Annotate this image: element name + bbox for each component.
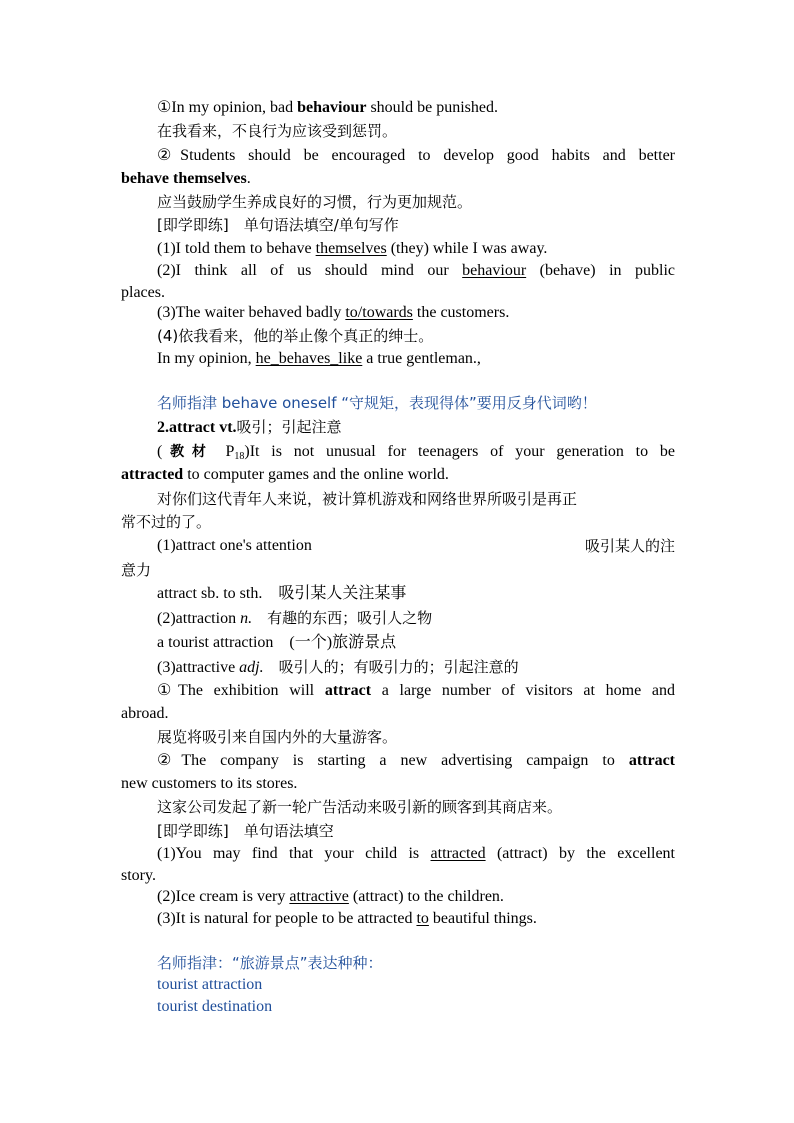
practice-question: (2)Ice cream is very attractive (attract) to the children. xyxy=(157,888,504,905)
answer-blank: themselves xyxy=(315,240,387,257)
practice-heading: [即学即练] 单句语法填空 xyxy=(157,822,334,840)
practice-question: (1)I told them to behave themselves (they) while I was away. xyxy=(157,240,548,257)
practice-answer: In my opinion, he_behaves_like a true gentleman., xyxy=(157,350,481,367)
phrase-item-continued: 意力 xyxy=(121,561,152,579)
answer-blank: behaviour xyxy=(462,262,527,279)
practice-question-continued: story. xyxy=(121,867,156,884)
practice-question: (1)You may find that your child is attracted (attract) by the excellent xyxy=(157,845,675,862)
phrase-item: (3)attractive adj. 吸引人的；有吸引力的；引起注意的 xyxy=(157,658,519,676)
answer-blank: he_behaves_like xyxy=(255,350,363,367)
answer-blank: attracted xyxy=(430,845,486,862)
example-translation: 展览将吸引来自国内外的大量游客。 xyxy=(157,728,398,746)
practice-question: (3)It is natural for people to be attracted to beautiful things. xyxy=(157,910,537,927)
teacher-tip: 名师指津：“旅游景点”表达种种： xyxy=(157,954,383,972)
practice-question: (4)依我看来，他的举止像个真正的绅士。 xyxy=(157,327,434,345)
phrase-item: a tourist attraction (一个)旅游景点 xyxy=(157,634,397,651)
answer-blank: attractive xyxy=(289,888,349,905)
example-sentence-continued: new customers to its stores. xyxy=(121,775,298,792)
practice-question: (2)I think all of us should mind our behaviour (behave) in public xyxy=(157,262,675,279)
practice-question-continued: places. xyxy=(121,284,165,301)
textbook-translation: 对你们这代青年人来说，被计算机游戏和网络世界所吸引是再正 xyxy=(157,490,578,508)
practice-question: (3)The waiter behaved badly to/towards the customers. xyxy=(157,304,510,321)
textbook-sentence-continued: attracted to computer games and the online world. xyxy=(121,466,449,483)
textbook-tag: 教材 xyxy=(162,444,214,460)
example-sentence-continued: abroad. xyxy=(121,705,169,722)
example-translation: 应当鼓励学生养成良好的习惯，行为更加规范。 xyxy=(157,193,473,211)
example-sentence: ②The company is starting a new advertising campaign to attract xyxy=(157,752,675,769)
example-sentence: ①In my opinion, bad behaviour should be punished. xyxy=(157,99,498,116)
textbook-sentence: (教材 $P_{18})It$ is not unusual for teenagers of your generation to be xyxy=(157,443,676,462)
phrase-item: (1)attract one's attention 吸引某人的注 xyxy=(157,537,675,555)
section-heading: 2.attract vt.吸引；引起注意 xyxy=(157,418,342,436)
phrase-item: (2)attraction n. 有趣的东西；吸引人之物 xyxy=(157,609,433,627)
example-sentence-continued: behave themselves. xyxy=(121,170,251,187)
textbook-translation-continued: 常不过的了。 xyxy=(121,513,212,531)
teacher-tip-item: tourist attraction xyxy=(157,976,263,993)
practice-heading: [即学即练] 单句语法填空/单句写作 xyxy=(157,216,399,234)
phrase-item: attract sb. to sth. 吸引某人关注某事 xyxy=(157,585,407,602)
example-sentence: ②Students should be encouraged to develop good habits and better xyxy=(157,147,676,164)
answer-blank: to xyxy=(416,910,429,927)
teacher-tip-item: tourist destination xyxy=(157,998,273,1015)
example-sentence: ①The exhibition will attract a large number of visitors at home and xyxy=(157,682,675,699)
answer-blank: to/towards xyxy=(345,304,413,321)
example-translation: 在我看来，不良行为应该受到惩罚。 xyxy=(157,122,398,140)
example-translation: 这家公司发起了新一轮广告活动来吸引新的顾客到其商店来。 xyxy=(157,798,563,816)
teacher-tip: 名师指津 behave oneself “守规矩，表现得体”要用反身代词哟！ xyxy=(157,394,597,412)
